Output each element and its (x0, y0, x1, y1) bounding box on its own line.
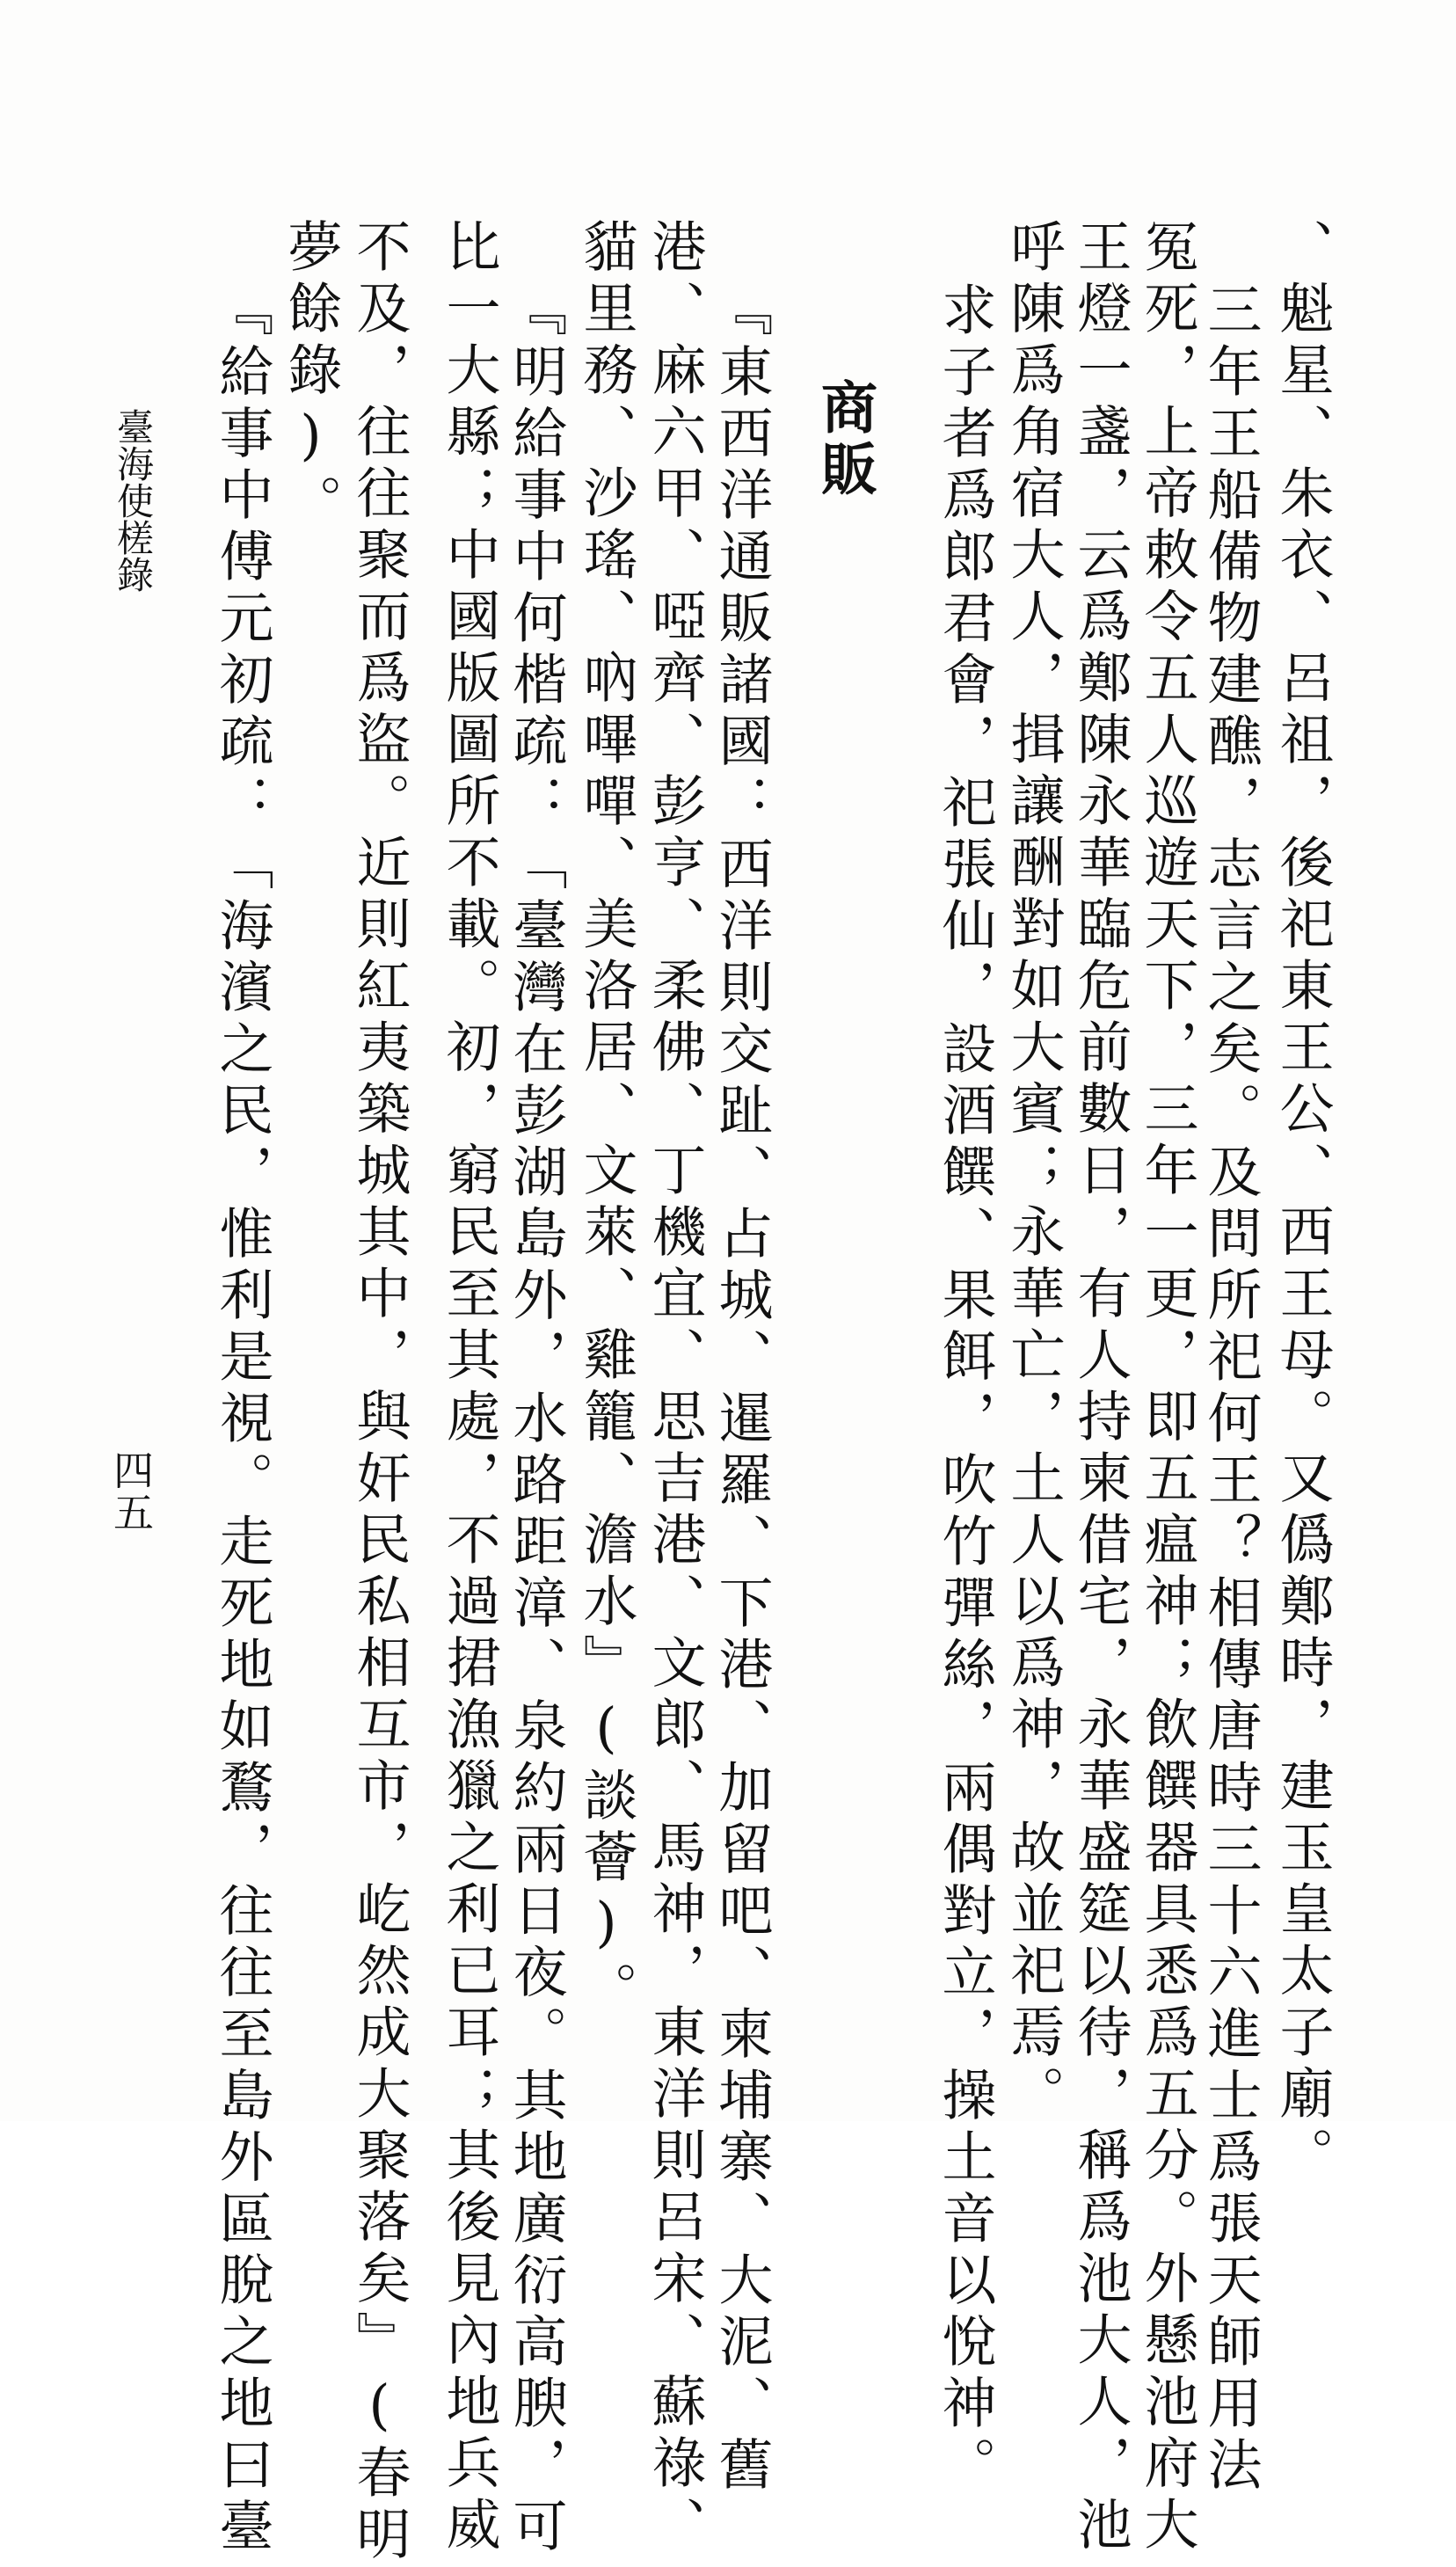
text-column-3: 冤死，上帝敕令五人巡遊天下，三年一更，即五瘟神；飲饌器具悉爲五分。外懸池府大 (1135, 218, 1199, 2557)
page-number: 四五 (107, 1449, 155, 1534)
text-column-14: 『給事中傅元初疏：「海濱之民，惟利是視。走死地如鶩，往往至島外區脫之地曰臺 (210, 281, 274, 2559)
text-column-6: 求子者爲郎君會，祀張仙，設酒饌、果餌，吹竹彈絲，兩偶對立，操土音以悅神。 (933, 281, 997, 2498)
section-heading: 商販 (812, 378, 877, 501)
text-column-12: 不及，往往聚而爲盜。近則紅夷築城其中，與奸民私相互市，屹然成大聚落矣』(春明 (347, 218, 411, 2567)
text-column-5: 呼陳爲角宿大人，揖讓酬對如大賓；永華亡，土人以爲神，故並祀焉。 (1001, 218, 1066, 2126)
text-column-9: 貓里務、沙瑤、吶嗶嘽、美洛居、文萊、雞籠、澹水』(談薈)。 (574, 218, 638, 2023)
text-column-10: 『明給事中何楷疏：「臺灣在彭湖島外，水路距漳、泉約兩日夜。其地廣衍高腴，可 (504, 281, 568, 2559)
text-column-11: 比一大縣；中國版圖所不載。初，窮民至其處，不過捃漁獵之利已耳；其後見內地兵威 (437, 218, 501, 2557)
text-column-1: 、魁星、朱衣、呂祖，後祀東王公、西王母。又僞鄭時，建玉皇太子廟。 (1270, 218, 1335, 2188)
text-column-2: 三年王船備物建醮，志言之矣。及問所祀何王？相傳唐時三十六進士爲張天師用法 (1198, 281, 1263, 2498)
text-column-7: 『東西洋通販諸國：西洋則交趾、占城、暹羅、下港、加留吧、柬埔寨、大泥、舊 (710, 281, 774, 2498)
text-column-13: 夢餘錄)。 (279, 218, 343, 536)
text-column-4: 王燈一盞，云爲鄭陳永華臨危前數日，有人持柬借宅，永華盛筵以待，稱爲池大人，池 (1068, 218, 1132, 2557)
running-title: 臺海使槎錄 (112, 408, 155, 593)
text-column-8: 港、麻六甲、啞齊、彭亨、柔佛、丁機宜、思吉港、文郎、馬神，東洋則呂宋、蘇祿、 (643, 218, 707, 2557)
